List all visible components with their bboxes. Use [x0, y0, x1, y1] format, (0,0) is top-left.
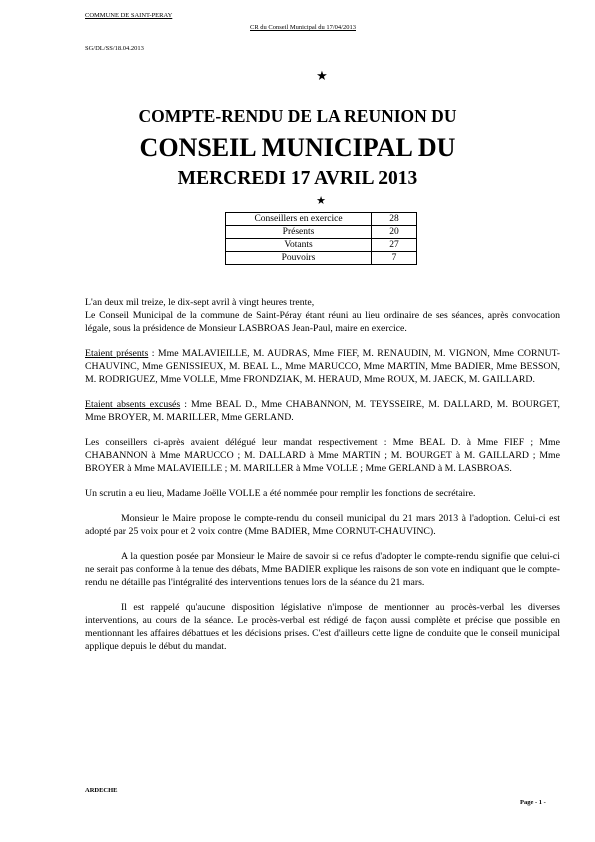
table-cell-value: 27 — [372, 239, 417, 252]
table-cell-label: Votants — [226, 239, 372, 252]
table-row — [226, 239, 417, 252]
present-label: Etaient présents — [85, 348, 149, 359]
absent-label: Etaient absents excusés — [85, 399, 181, 410]
table-cell-label: Conseillers en exercice — [226, 213, 372, 226]
proxy-paragraph: Les conseillers ci-après avaient délégué leur mandat respectivement : Mme BEAL D. à Mme FIEF ; Mme CHABANNON à Mme MARUCCO ; M. DALLARD à Mme MARTIN ; M. BOURGET à M. GAILLARD ; Mme BROYER à Mme MALAVIEILLE ; M. MARILLER à Mme VOLLE ; Mme GERLAND à M. LASBROAS. — [85, 437, 560, 474]
body-text — [85, 296, 560, 665]
absent-members-paragraph — [85, 398, 560, 424]
opening-date-line: L'an deux mil treize, le dix-sept avril à vingt heures trente, — [85, 297, 315, 308]
table-cell-value: 28 — [372, 213, 417, 226]
table-row — [226, 226, 417, 239]
document-reference: SG/DL/SS/18.04.2013 — [85, 45, 144, 52]
attendance-table — [225, 212, 417, 265]
reminder-paragraph: Il est rappelé qu'aucune disposition législative n'impose de mentionner au procès-verbal les diverses interventions, au cours de la séance. Le procès-verbal est rédigé de façon aussi complète et précise que possible en mentionnant les affaires débattues et les décisions prises. C'est d'ailleurs cette ligne de conduite que le conseil municipal applique depuis le début du mandat. — [85, 602, 560, 652]
table-cell-value: 7 — [372, 252, 417, 265]
table-cell-value: 20 — [372, 226, 417, 239]
star-icon: ★ — [316, 68, 328, 83]
commune-name: COMMUNE DE SAINT-PERAY — [85, 12, 173, 19]
adoption-paragraph: Monsieur le Maire propose le compte-rendu du conseil municipal du 21 mars 2013 à l'adoption. Celui-ci est adopté par 25 voix pour et 2 voix contre (Mme BADIER, Mme CORNUT-CHAUVINC). — [85, 513, 560, 537]
secretary-paragraph: Un scrutin a eu lieu, Madame Joëlle VOLLE a été nommée pour remplir les fonctions de secrétaire. — [85, 488, 476, 499]
table-row — [226, 213, 417, 226]
table-row — [226, 252, 417, 265]
title-line-2: CONSEIL MUNICIPAL DU — [139, 133, 456, 162]
page-number: Page - 1 - — [520, 799, 546, 806]
title-line-3: MERCREDI 17 AVRIL 2013 — [177, 168, 418, 189]
table-cell-label: Présents — [226, 226, 372, 239]
opening-paragraph — [85, 296, 560, 335]
present-members-paragraph — [85, 347, 560, 386]
question-paragraph: A la question posée par Monsieur le Maire de savoir si ce refus d'adopter le compte-rendu signifie que celui-ci ne serait pas conforme à la tenue des débats, Mme BADIER explique les raisons de son vote en indiquant que le compte-rendu ne détaille pas l'intégralité des interventions tenues lors de la séance du 21 mars. — [85, 551, 560, 588]
footer-department: ARDECHE — [85, 787, 118, 794]
star-icon-small: ★ — [316, 195, 326, 207]
opening-convocation: Le Conseil Municipal de la commune de Saint-Péray étant réuni au lieu ordinaire de ses séances, après convocation légale, sous la présidence de Monsieur LASBROAS Jean-Paul, maire en exercice. — [85, 310, 560, 334]
header-center-title: CR du Conseil Municipal du 17/04/2013 — [250, 24, 356, 31]
title-line-1: COMPTE-RENDU DE LA REUNION DU — [138, 106, 457, 126]
table-cell-label: Pouvoirs — [226, 252, 372, 265]
present-list: : Mme MALAVIEILLE, M. AUDRAS, Mme FIEF, M. RENAUDIN, M. VIGNON, Mme CORNUT-CHAUVINC, Mme GENISSIEUX, M. BEAL L., Mme MARUCCO, Mme MARTIN, Mme BADIER, Mme BESSON, M. RODRIGUEZ, Mme VOLLE, Mme FRONDZIAK, M. HERAUD, Mme ROUX, M. JAECK, M. GAILLARD. — [85, 348, 560, 385]
absent-list: : Mme BEAL D., Mme CHABANNON, M. TEYSSEIRE, M. DALLARD, M. BOURGET, Mme BROYER, M. MARILLER, Mme GERLAND. — [85, 399, 560, 423]
